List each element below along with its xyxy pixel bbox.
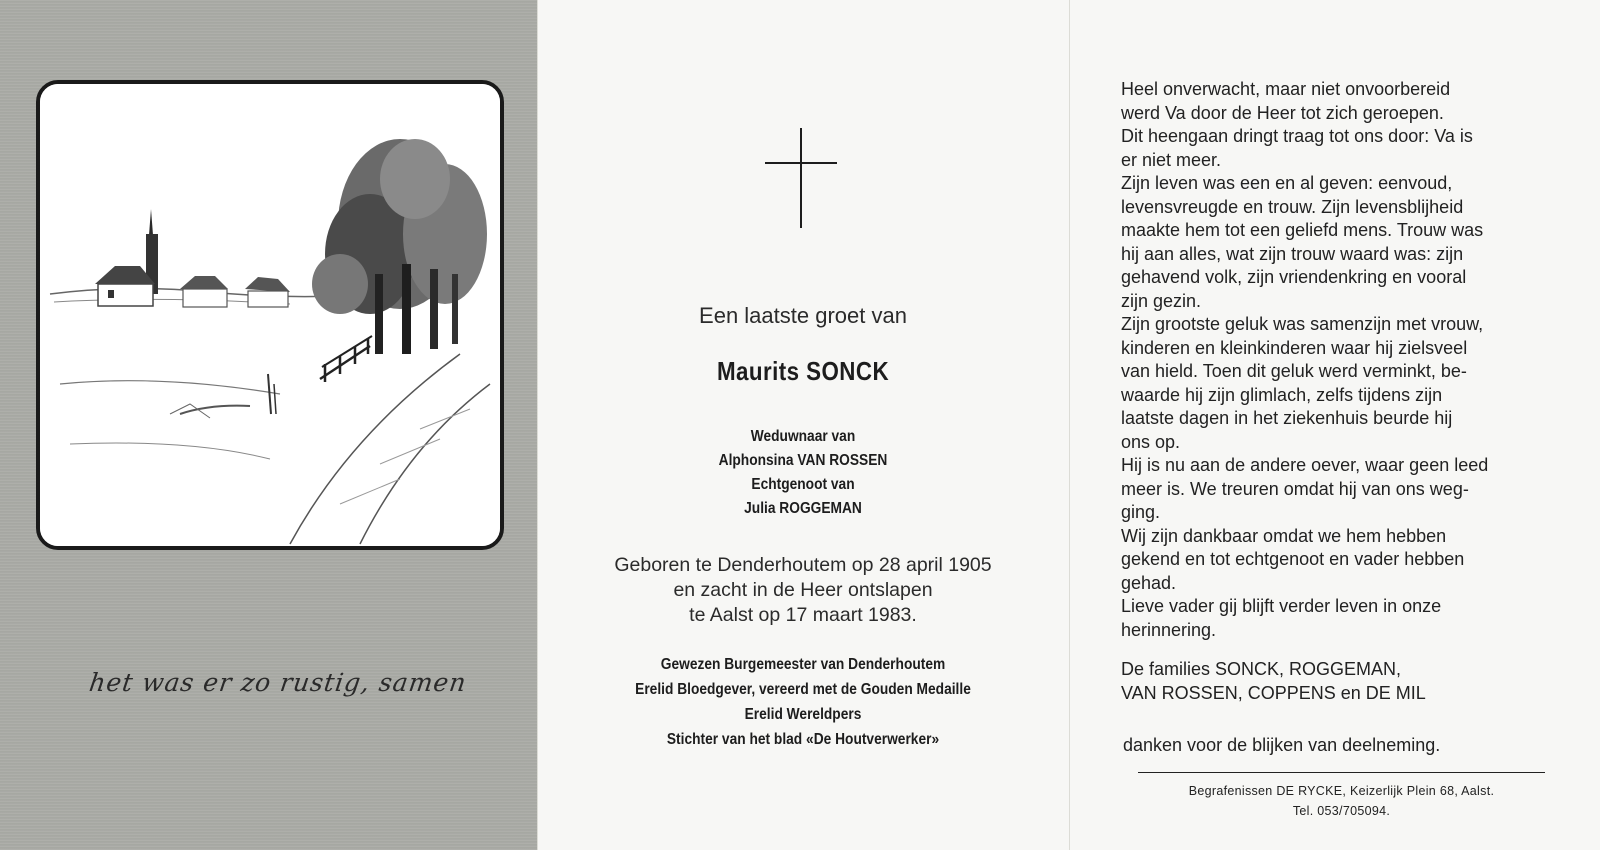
thanks-line: danken voor de blijken van deelneming. — [1123, 735, 1441, 755]
tribute-line: ons op. — [1121, 431, 1181, 452]
relation-line: Weduwnaar van — [750, 428, 856, 445]
tribute-line: Zijn grootste geluk was samenzijn met vrouw, — [1121, 314, 1484, 334]
landscape-drawing — [40, 84, 500, 546]
title-line: Stichter van het blad «De Houtverwerker» — [666, 731, 940, 748]
tribute-line: zijn gezin. — [1121, 290, 1202, 311]
fold-line-right — [1069, 0, 1070, 850]
tribute-line: waarde hij zijn glimlach, zelfs tijdens zijn — [1121, 384, 1443, 405]
imprint-line: Begrafenissen DE RYCKE, Keizerlijk Plein 68, Aalst. — [1188, 784, 1495, 798]
title-line: Erelid Wereldpers — [744, 706, 862, 723]
families — [1121, 658, 1551, 705]
tribute-line: Lieve vader gij blijft verder leven in onze — [1121, 596, 1442, 616]
tribute-line: Dit heengaan dringt traag tot ons door: Va is — [1121, 126, 1473, 146]
greeting: Een laatste groet van — [699, 303, 907, 328]
tribute-line: werd Va door de Heer tot zich geroepen. — [1121, 102, 1444, 123]
honorary-titles — [574, 652, 1032, 752]
tribute-line: van hield. Toen dit geluk werd verminkt, be- — [1121, 361, 1467, 381]
family-line: De families SONCK, ROGGEMAN, — [1121, 659, 1402, 679]
tribute-text — [1121, 78, 1551, 642]
tribute-line: gehad. — [1121, 572, 1177, 593]
tribute-line: kinderen en kleinkinderen waar hij zielsveel — [1121, 337, 1468, 358]
tribute-line: levensvreugde en trouw. Zijn levensblijheid — [1121, 196, 1464, 217]
family-line: VAN ROSSEN, COPPENS en DE MIL — [1121, 682, 1426, 703]
tribute-line: er niet meer. — [1121, 149, 1222, 170]
tribute-line: herinnering. — [1121, 619, 1217, 640]
tribute-line: meer is. We treuren omdat hij van ons weg- — [1121, 478, 1469, 499]
relation-line: Julia ROGGEMAN — [744, 500, 862, 517]
tribute-line: Heel onverwacht, maar niet onvoorbereid — [1121, 79, 1451, 99]
title-line: Gewezen Burgemeester van Denderhoutem — [660, 656, 946, 673]
tribute-line: hij aan alles, wat zijn trouw waard was: zijn — [1121, 243, 1464, 264]
cross-icon — [765, 128, 837, 228]
tribute-line: ging. — [1121, 502, 1161, 522]
life-dates — [537, 553, 1069, 628]
cross-vertical-bar — [800, 128, 802, 228]
tribute-line: gekend en tot echtgenoot en vader hebben — [1121, 549, 1465, 569]
divider — [1138, 772, 1545, 773]
imprint-line: Tel. 053/705094. — [1292, 804, 1391, 818]
date-line: te Aalst op 17 maart 1983. — [689, 604, 917, 626]
relation-line: Alphonsina VAN ROSSEN — [718, 452, 888, 469]
tribute-line: Wij zijn dankbaar omdat we hem hebben — [1121, 525, 1447, 546]
funeral-imprint — [1138, 781, 1545, 821]
deceased-name: Maurits SONCK — [716, 356, 890, 386]
fold-line-left — [537, 0, 538, 850]
memorial-picture — [36, 80, 504, 550]
cross-horizontal-bar — [765, 162, 837, 164]
relation-line: Echtgenoot van — [751, 476, 855, 493]
date-line: en zacht in de Heer ontslapen — [673, 579, 933, 601]
tribute-line: Zijn leven was een en al geven: eenvoud, — [1121, 173, 1453, 193]
title-line: Erelid Bloedgever, vereerd met de Gouden Medaille — [635, 681, 971, 698]
tribute-line: maakte hem tot een geliefd mens. Trouw was — [1121, 220, 1484, 240]
tribute-line: laatste dagen in het ziekenhuis beurde hij — [1121, 408, 1453, 428]
tribute-line: Hij is nu aan de andere oever, waar geen leed — [1121, 455, 1489, 475]
date-line: Geboren te Denderhoutem op 28 april 1905 — [614, 554, 992, 576]
tribute-line: gehavend volk, zijn vriendenkring en vooral — [1121, 267, 1467, 287]
handwritten-caption: het was er zo rustig, samen — [87, 668, 469, 697]
